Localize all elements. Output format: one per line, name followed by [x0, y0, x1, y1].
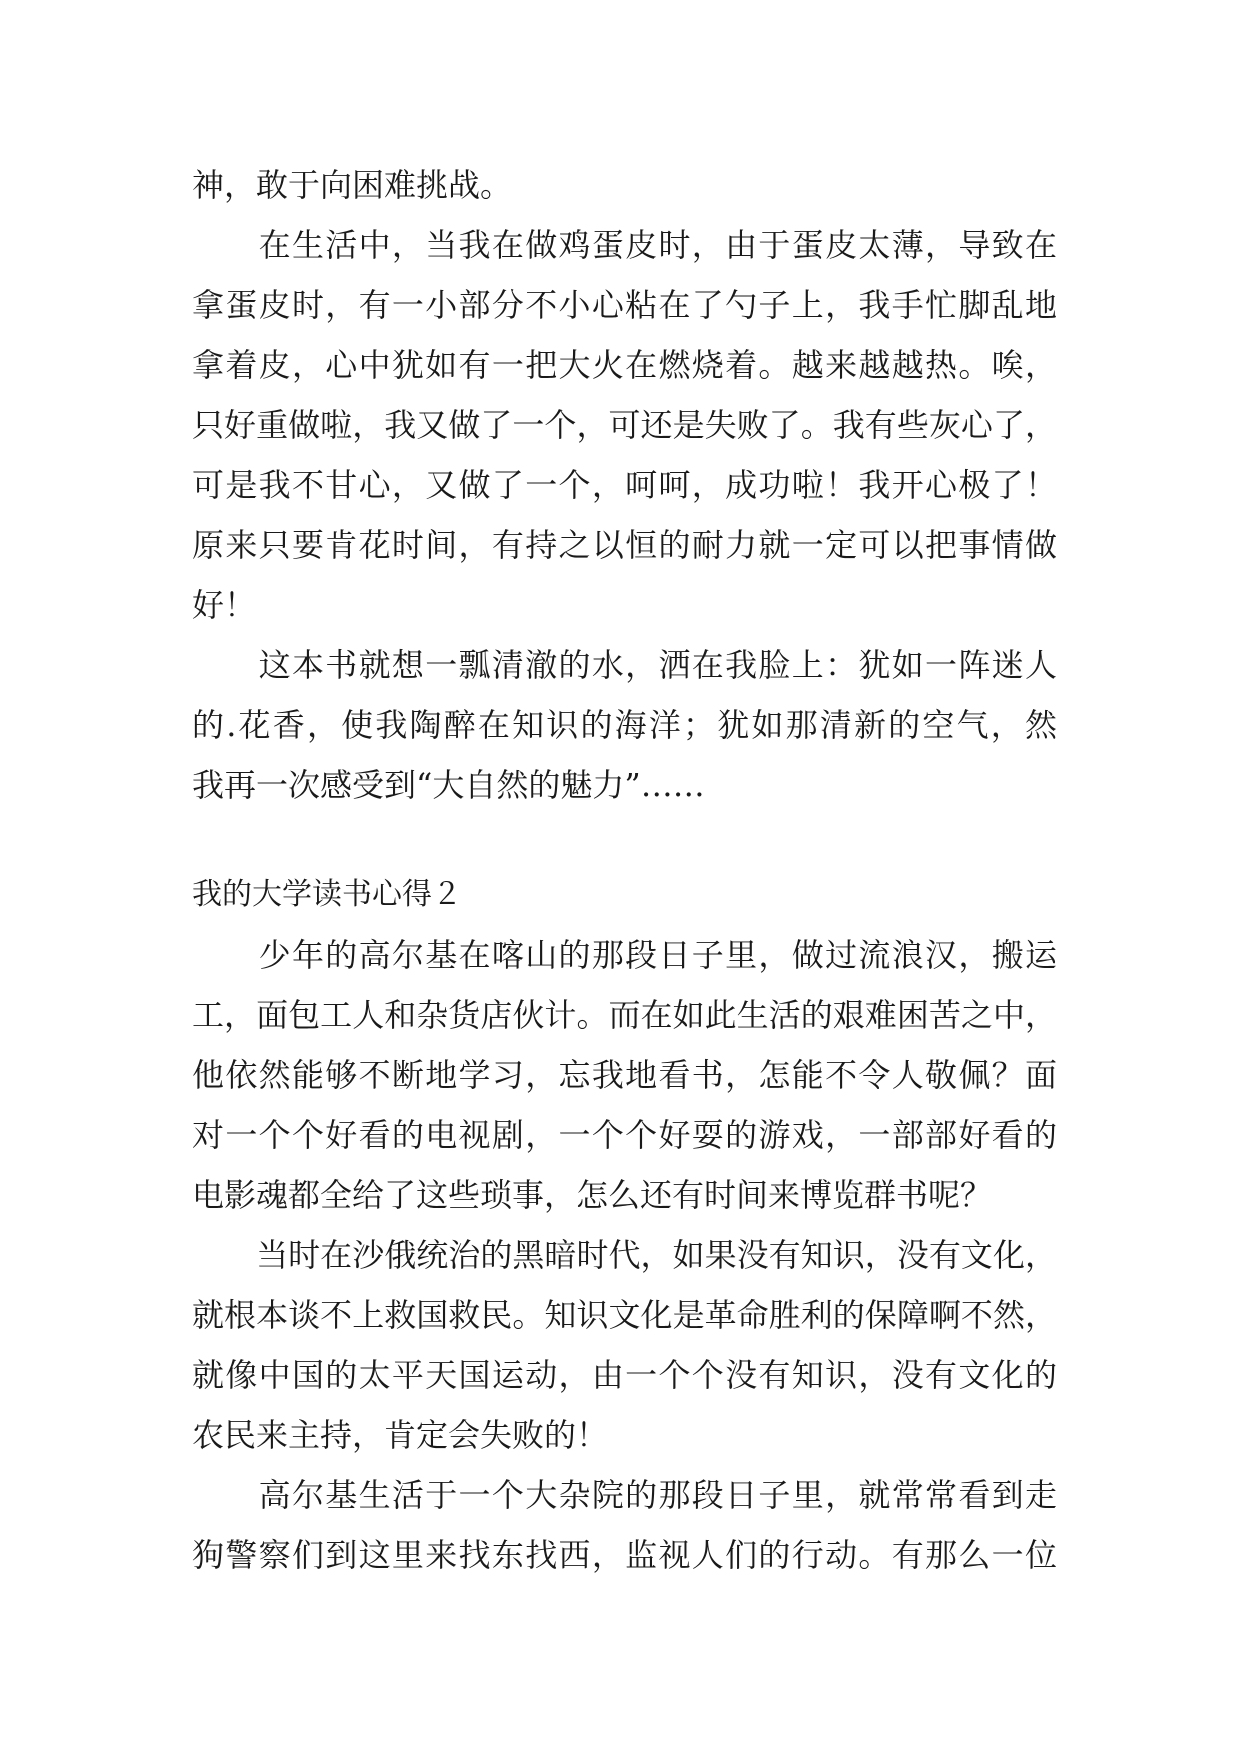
paragraph-line: 就像中国的太平天国运动，由一个个没有知识，没有文化的: [192, 1356, 1057, 1394]
paragraph-line: 的.花香，使我陶醉在知识的海洋；犹如那清新的空气，然: [192, 706, 1057, 744]
paragraph-line: 就根本谈不上救国救民。知识文化是革命胜利的保障啊不然，: [192, 1296, 1057, 1334]
paragraph-line: 拿着皮，心中犹如有一把大火在燃烧着。越来越越热。唉，: [192, 346, 1057, 384]
paragraph-line: 这本书就想一瓢清澈的水，洒在我脸上：犹如一阵迷人: [192, 646, 1057, 684]
paragraph-line: 可是我不甘心，又做了一个，呵呵，成功啦！我开心极了！: [192, 466, 1057, 504]
paragraph-line: 电影魂都全给了这些琐事，怎么还有时间来博览群书呢？: [192, 1176, 993, 1214]
paragraph-line: 农民来主持，肯定会失败的！: [192, 1416, 609, 1454]
section-heading: 我的大学读书心得２: [192, 877, 462, 912]
paragraph-line: 在生活中，当我在做鸡蛋皮时，由于蛋皮太薄，导致在: [192, 226, 1057, 264]
paragraph-line: 高尔基生活于一个大杂院的那段日子里，就常常看到走: [192, 1476, 1057, 1514]
paragraph-line: 拿蛋皮时，有一小部分不小心粘在了勺子上，我手忙脚乱地: [192, 286, 1057, 324]
paragraph-line: 原来只要肯花时间，有持之以恒的耐力就一定可以把事情做: [192, 526, 1057, 564]
paragraph-line: 神，敢于向困难挑战。: [192, 166, 513, 204]
paragraph-line: 狗警察们到这里来找东找西，监视人们的行动。有那么一位: [192, 1536, 1057, 1574]
paragraph-line: 好！: [192, 586, 257, 624]
paragraph-line: 工，面包工人和杂货店伙计。而在如此生活的艰难困苦之中，: [192, 996, 1057, 1034]
paragraph-line: 他依然能够不断地学习，忘我地看书，怎能不令人敬佩？面: [192, 1056, 1057, 1094]
paragraph-line: 当时在沙俄统治的黑暗时代，如果没有知识，没有文化，: [192, 1236, 1057, 1274]
paragraph-line: 少年的高尔基在喀山的那段日子里，做过流浪汉，搬运: [192, 936, 1057, 974]
paragraph-line: 我再一次感受到“大自然的魅力”……: [192, 766, 705, 804]
paragraph-line: 只好重做啦，我又做了一个，可还是失败了。我有些灰心了，: [192, 406, 1057, 444]
paragraph-line: 对一个个好看的电视剧，一个个好耍的游戏，一部部好看的: [192, 1116, 1057, 1154]
